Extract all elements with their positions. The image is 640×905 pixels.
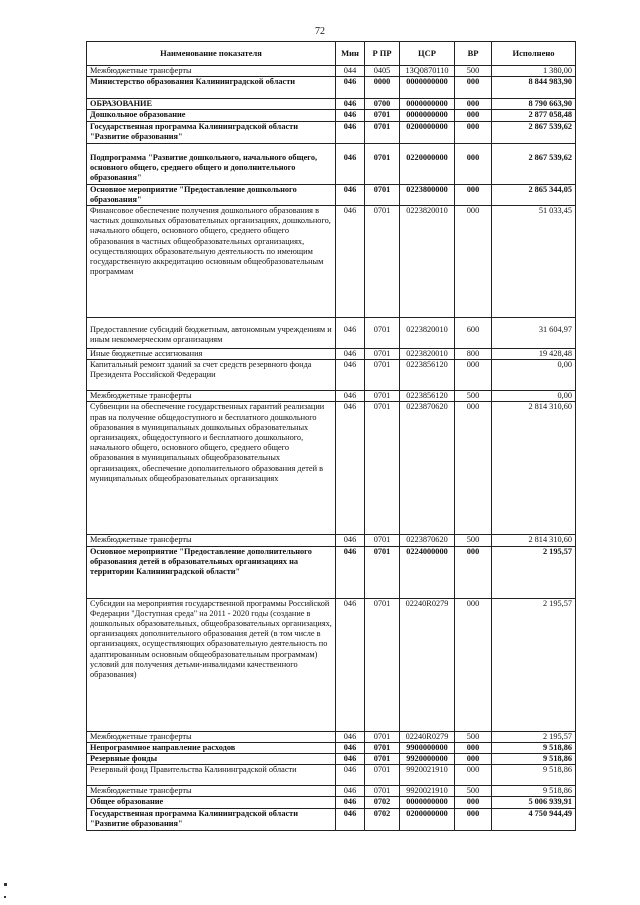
row-rpr-cell: 0701 bbox=[365, 535, 400, 546]
table-row bbox=[87, 797, 576, 808]
row-rpr-cell: 0701 bbox=[365, 143, 400, 184]
table-row bbox=[87, 754, 576, 765]
row-vr-cell: 000 bbox=[455, 121, 492, 143]
row-vr-cell: 000 bbox=[455, 546, 492, 598]
row-csr-cell: 0000000000 bbox=[400, 110, 455, 121]
row-csr-cell: 02240R0279 bbox=[400, 598, 455, 731]
row-csr-cell: 0000000000 bbox=[400, 99, 455, 110]
row-csr-cell: 0200000000 bbox=[400, 121, 455, 143]
row-csr-cell: 9920021910 bbox=[400, 786, 455, 797]
page-number: 72 bbox=[315, 26, 325, 37]
row-name-cell: Межбюджетные трансферты bbox=[87, 786, 336, 797]
row-min-cell: 046 bbox=[336, 754, 365, 765]
row-rpr-cell: 0701 bbox=[365, 206, 400, 318]
row-min-cell: 046 bbox=[336, 598, 365, 731]
row-rpr-cell: 0701 bbox=[365, 110, 400, 121]
row-vr-cell: 600 bbox=[455, 318, 492, 349]
row-min-cell: 044 bbox=[336, 66, 365, 77]
header-min: Мин bbox=[336, 42, 365, 66]
row-rpr-cell: 0700 bbox=[365, 99, 400, 110]
row-csr-cell: 9920000000 bbox=[400, 754, 455, 765]
row-name-cell: Иные бюджетные ассигнования bbox=[87, 349, 336, 360]
row-csr-cell: 0223856120 bbox=[400, 360, 455, 391]
table-row bbox=[87, 402, 576, 535]
row-csr-cell: 0223820010 bbox=[400, 318, 455, 349]
row-min-cell: 046 bbox=[336, 546, 365, 598]
row-vr-cell: 000 bbox=[455, 742, 492, 753]
row-value-cell: 9 518,86 bbox=[492, 765, 576, 786]
row-csr-cell: 9920021910 bbox=[400, 765, 455, 786]
row-rpr-cell: 0702 bbox=[365, 808, 400, 830]
table-row bbox=[87, 731, 576, 742]
row-value-cell: 8 790 663,90 bbox=[492, 99, 576, 110]
row-name-cell: Межбюджетные трансферты bbox=[87, 66, 336, 77]
row-vr-cell: 000 bbox=[455, 797, 492, 808]
row-name-cell: Непрограммное направление расходов bbox=[87, 742, 336, 753]
table-row bbox=[87, 206, 576, 318]
row-rpr-cell: 0701 bbox=[365, 121, 400, 143]
row-rpr-cell: 0701 bbox=[365, 360, 400, 391]
row-name-cell: Подпрограмма "Развитие дошкольного, начального общего, основного общего, среднего общего и дополнительного образования" bbox=[87, 143, 336, 184]
row-name-cell: Министерство образования Калининградской области bbox=[87, 77, 336, 99]
row-value-cell: 2 867 539,62 bbox=[492, 143, 576, 184]
row-min-cell: 046 bbox=[336, 121, 365, 143]
row-value-cell: 5 006 939,91 bbox=[492, 797, 576, 808]
table-row bbox=[87, 110, 576, 121]
row-value-cell: 9 518,86 bbox=[492, 742, 576, 753]
row-csr-cell: 0200000000 bbox=[400, 808, 455, 830]
row-csr-cell: 0223800000 bbox=[400, 184, 455, 205]
row-rpr-cell: 0701 bbox=[365, 742, 400, 753]
table-row bbox=[87, 143, 576, 184]
row-value-cell: 8 844 983,90 bbox=[492, 77, 576, 99]
row-name-cell: Межбюджетные трансферты bbox=[87, 731, 336, 742]
row-name-cell: Общее образование bbox=[87, 797, 336, 808]
row-vr-cell: 000 bbox=[455, 765, 492, 786]
row-min-cell: 046 bbox=[336, 206, 365, 318]
table-header-row bbox=[87, 42, 576, 66]
row-vr-cell: 000 bbox=[455, 598, 492, 731]
row-value-cell: 0,00 bbox=[492, 391, 576, 402]
row-csr-cell: 02240R0279 bbox=[400, 731, 455, 742]
row-vr-cell: 000 bbox=[455, 143, 492, 184]
row-value-cell: 2 867 539,62 bbox=[492, 121, 576, 143]
row-name-cell: Межбюджетные трансферты bbox=[87, 391, 336, 402]
table-row bbox=[87, 360, 576, 391]
table-row bbox=[87, 77, 576, 99]
row-csr-cell: 0223870620 bbox=[400, 402, 455, 535]
row-min-cell: 046 bbox=[336, 77, 365, 99]
row-name-cell: Субвенции на обеспечение государственных гарантий реализации прав на получение общедоступного и бесплатного дошкольного образования в муниципальных дошкольных образовательных организациях, общедоступного и бесплатного дошкольного, начального общего, основного общего, среднего общего образования в муниципальных общеобразовательных организациях, обеспечение дополнительного образования детей в муниципальных общеобразовательных организациях bbox=[87, 402, 336, 535]
row-min-cell: 046 bbox=[336, 143, 365, 184]
row-vr-cell: 500 bbox=[455, 731, 492, 742]
table-row bbox=[87, 546, 576, 598]
row-min-cell: 046 bbox=[336, 360, 365, 391]
row-rpr-cell: 0701 bbox=[365, 184, 400, 205]
row-value-cell: 9 518,86 bbox=[492, 754, 576, 765]
row-rpr-cell: 0701 bbox=[365, 391, 400, 402]
row-value-cell: 51 033,45 bbox=[492, 206, 576, 318]
row-name-cell: ОБРАЗОВАНИЕ bbox=[87, 99, 336, 110]
row-rpr-cell: 0701 bbox=[365, 318, 400, 349]
row-min-cell: 046 bbox=[336, 797, 365, 808]
row-vr-cell: 000 bbox=[455, 184, 492, 205]
row-rpr-cell: 0701 bbox=[365, 786, 400, 797]
row-name-cell: Государственная программа Калининградской области "Развитие образования" bbox=[87, 121, 336, 143]
row-rpr-cell: 0701 bbox=[365, 598, 400, 731]
table-row bbox=[87, 391, 576, 402]
table-row bbox=[87, 318, 576, 349]
row-name-cell: Межбюджетные трансферты bbox=[87, 535, 336, 546]
row-value-cell: 2 814 310,60 bbox=[492, 402, 576, 535]
row-value-cell: 2 865 344,05 bbox=[492, 184, 576, 205]
table-row bbox=[87, 184, 576, 205]
row-name-cell: Дошкольное образование bbox=[87, 110, 336, 121]
row-min-cell: 046 bbox=[336, 318, 365, 349]
row-csr-cell: 0223856120 bbox=[400, 391, 455, 402]
row-name-cell: Государственная программа Калининградской области "Развитие образования" bbox=[87, 808, 336, 830]
row-value-cell: 2 195,57 bbox=[492, 546, 576, 598]
row-name-cell: Субсидии на мероприятия государственной программы Российской Федерации "Доступная среда" на 2011 - 2020 годы (создание в дошкольных образовательных, общеобразовательных организациях, организациях дополнительного образования детей (в том числе в организациях, осуществляющих образовательную деятельность по адаптированным основным общеобразовательным программам) условий для получения детьми-инвалидами качественного образования) bbox=[87, 598, 336, 731]
row-min-cell: 046 bbox=[336, 184, 365, 205]
row-min-cell: 046 bbox=[336, 99, 365, 110]
header-vr: ВР bbox=[455, 42, 492, 66]
row-rpr-cell: 0701 bbox=[365, 731, 400, 742]
row-min-cell: 046 bbox=[336, 110, 365, 121]
row-vr-cell: 500 bbox=[455, 391, 492, 402]
header-rpr: Р ПР bbox=[365, 42, 400, 66]
margin-mark bbox=[4, 883, 7, 886]
row-vr-cell: 500 bbox=[455, 66, 492, 77]
row-rpr-cell: 0000 bbox=[365, 77, 400, 99]
row-min-cell: 046 bbox=[336, 808, 365, 830]
row-value-cell: 0,00 bbox=[492, 360, 576, 391]
row-value-cell: 2 877 058,48 bbox=[492, 110, 576, 121]
table-row bbox=[87, 742, 576, 753]
row-csr-cell: 9900000000 bbox=[400, 742, 455, 753]
row-value-cell: 4 750 944,49 bbox=[492, 808, 576, 830]
row-value-cell: 31 604,97 bbox=[492, 318, 576, 349]
table-row bbox=[87, 349, 576, 360]
row-value-cell: 19 428,48 bbox=[492, 349, 576, 360]
table-row bbox=[87, 808, 576, 830]
row-vr-cell: 500 bbox=[455, 535, 492, 546]
table-row bbox=[87, 786, 576, 797]
table-row bbox=[87, 66, 576, 77]
row-rpr-cell: 0701 bbox=[365, 754, 400, 765]
row-rpr-cell: 0701 bbox=[365, 349, 400, 360]
row-min-cell: 046 bbox=[336, 349, 365, 360]
margin-mark bbox=[4, 896, 6, 898]
row-csr-cell: 0223820010 bbox=[400, 349, 455, 360]
header-name: Наименование показателя bbox=[87, 42, 336, 66]
row-vr-cell: 000 bbox=[455, 402, 492, 535]
row-min-cell: 046 bbox=[336, 402, 365, 535]
row-min-cell: 046 bbox=[336, 786, 365, 797]
row-rpr-cell: 0701 bbox=[365, 402, 400, 535]
row-name-cell: Резервные фонды bbox=[87, 754, 336, 765]
row-name-cell: Основное мероприятие "Предоставление дошкольного образования" bbox=[87, 184, 336, 205]
row-vr-cell: 000 bbox=[455, 754, 492, 765]
row-csr-cell: 0220000000 bbox=[400, 143, 455, 184]
budget-table bbox=[86, 41, 576, 831]
row-name-cell: Финансовое обеспечение получения дошкольного образования в частных дошкольных образовательных организациях, дошкольного, начального общего, основного общего, среднего общего образования в частных общеобразовательных организациях, осуществляющих образовательную деятельность по имеющим государственную аккредитацию основным общеобразовательным программам bbox=[87, 206, 336, 318]
row-value-cell: 1 380,00 bbox=[492, 66, 576, 77]
row-value-cell: 2 195,57 bbox=[492, 598, 576, 731]
row-vr-cell: 800 bbox=[455, 349, 492, 360]
table-row bbox=[87, 598, 576, 731]
table-row bbox=[87, 765, 576, 786]
row-min-cell: 046 bbox=[336, 391, 365, 402]
row-value-cell: 2 195,57 bbox=[492, 731, 576, 742]
row-vr-cell: 000 bbox=[455, 808, 492, 830]
row-vr-cell: 000 bbox=[455, 206, 492, 318]
row-name-cell: Основное мероприятие "Предоставление дополнительного образования детей в образовательных организациях на территории Калининградской области" bbox=[87, 546, 336, 598]
row-min-cell: 046 bbox=[336, 731, 365, 742]
row-csr-cell: 0000000000 bbox=[400, 77, 455, 99]
row-vr-cell: 500 bbox=[455, 786, 492, 797]
row-min-cell: 046 bbox=[336, 765, 365, 786]
row-value-cell: 9 518,86 bbox=[492, 786, 576, 797]
row-rpr-cell: 0405 bbox=[365, 66, 400, 77]
header-csr: ЦСР bbox=[400, 42, 455, 66]
row-vr-cell: 000 bbox=[455, 99, 492, 110]
row-min-cell: 046 bbox=[336, 535, 365, 546]
table-row bbox=[87, 99, 576, 110]
row-rpr-cell: 0701 bbox=[365, 546, 400, 598]
row-csr-cell: 0224000000 bbox=[400, 546, 455, 598]
table-row bbox=[87, 535, 576, 546]
row-csr-cell: 0223820010 bbox=[400, 206, 455, 318]
row-name-cell: Резервный фонд Правительства Калининградской области bbox=[87, 765, 336, 786]
header-done: Исполнено bbox=[492, 42, 576, 66]
row-csr-cell: 0223870620 bbox=[400, 535, 455, 546]
row-rpr-cell: 0702 bbox=[365, 797, 400, 808]
row-vr-cell: 000 bbox=[455, 77, 492, 99]
row-vr-cell: 000 bbox=[455, 360, 492, 391]
row-name-cell: Капитальный ремонт зданий за счет средств резервного фонда Президента Российской Федерации bbox=[87, 360, 336, 391]
row-min-cell: 046 bbox=[336, 742, 365, 753]
row-csr-cell: 13Q0870110 bbox=[400, 66, 455, 77]
row-value-cell: 2 814 310,60 bbox=[492, 535, 576, 546]
row-name-cell: Предоставление субсидий бюджетным, автономным учреждениям и иным некоммерческим организациям bbox=[87, 318, 336, 349]
row-csr-cell: 0000000000 bbox=[400, 797, 455, 808]
table-row bbox=[87, 121, 576, 143]
row-vr-cell: 000 bbox=[455, 110, 492, 121]
row-rpr-cell: 0701 bbox=[365, 765, 400, 786]
